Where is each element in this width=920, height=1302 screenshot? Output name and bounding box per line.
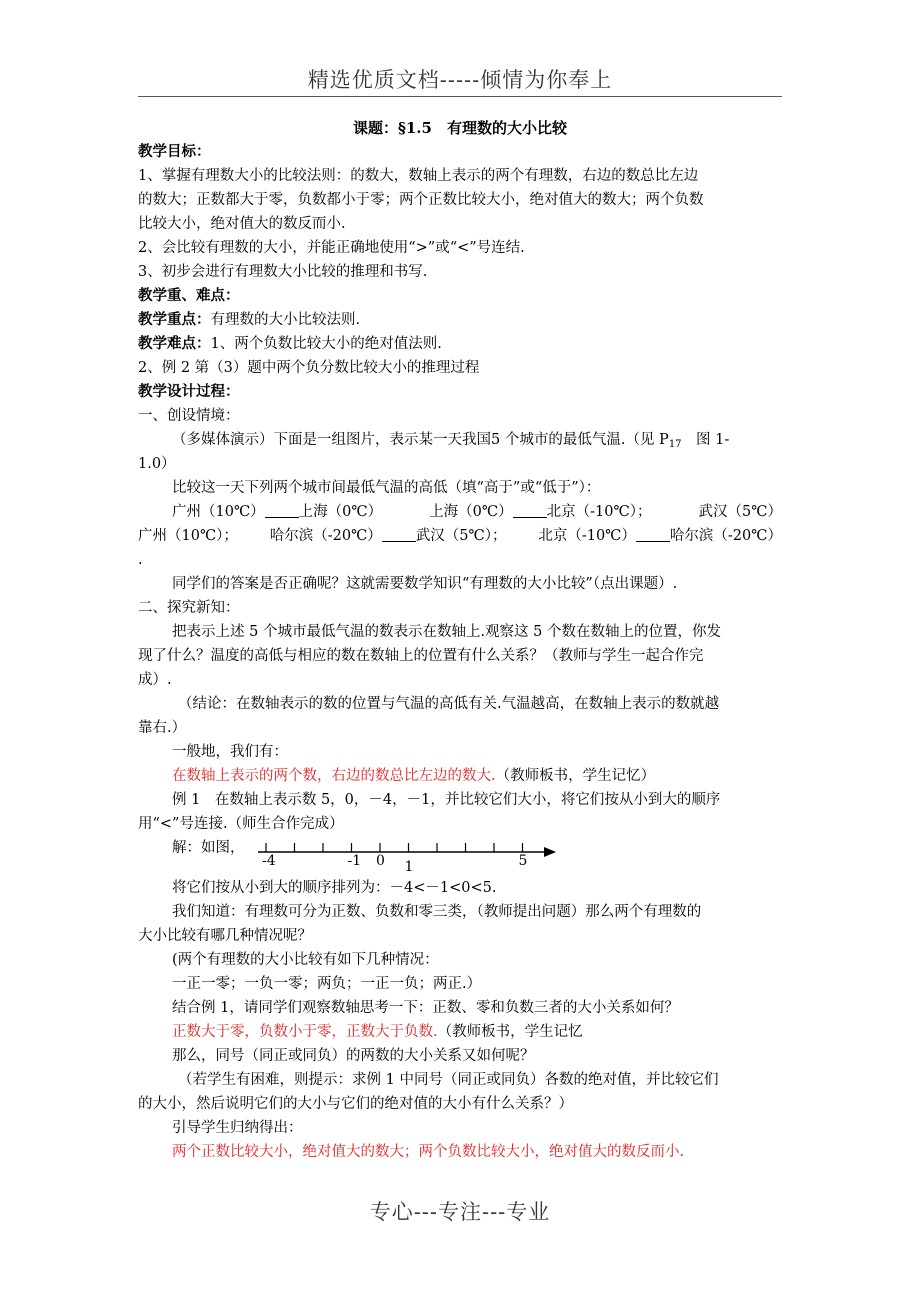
answer-blank[interactable] [265,503,299,518]
para-7 [138,764,782,788]
axis-tick-label: -4 [262,853,276,869]
solution-line [138,836,782,876]
rule-red-text: 在数轴上表示的两个数，右边的数总比左边的数大. [172,768,496,784]
compare-5-left: 北京（-10℃） [538,528,636,544]
para-5b: 靠右.） [138,720,187,736]
compare-4-left: 哈尔滨（-20℃） [269,528,382,544]
header-rule [138,96,782,97]
answer-blank[interactable] [513,503,547,518]
answer-blank[interactable] [382,527,416,542]
para-5a: （结论：在数轴表示的数的位置与气温的高低有关.气温越高，在数轴上表示的数就越 [178,696,720,712]
para-2: 比较这一天下列两个城市间最低气温的高低（填“高于”或“低于”）： [172,480,601,496]
compare-2-left: 上海（0℃） [429,504,513,520]
abs-rule-red-text: 两个正数比较大小，绝对值大的数大；两个负数比较大小，绝对值大的数反而小. [172,1144,685,1160]
goal-2: 2、会比较有理数的大小，并能正确地使用“>”或“<”号连结. [138,240,525,256]
difficult-point-label: 教学难点： [138,335,211,352]
para-10b: 大小比较有哪几种情况呢？ [138,928,312,944]
para-4c: 成）. [138,672,172,688]
sign-rule-red-text: 正数大于零，负数小于零，正数大于负数. [172,1024,438,1040]
key-point-line [138,308,782,332]
para-1a-text: （多媒体演示）下面是一组图片，表示某一天我国5 个城市的最低气温.（见 P [172,432,669,448]
compare-4-right: 武汉（5℃）； [415,528,507,544]
para-15b: 的大小，然后说明它们的大小与它们的绝对值的大小有什么关系？） [138,1096,573,1112]
compare-1 [172,500,382,524]
para-12: 结合例 1，请同学们观察数轴思考一下：正数、零和负数三者的大小关系如何？ [172,1000,679,1016]
compare-3-left: 武汉（5℃） [698,504,782,520]
para-13-tail: （教师板书，学生记忆 [437,1024,583,1040]
para-7-tail: （教师板书，学生记忆） [495,768,656,784]
goals-heading: 教学目标： [138,143,211,160]
section-1-heading: 一、创设情境： [138,408,240,424]
compare-2-right: 北京（-10℃）； [546,504,652,520]
lesson-title: 课题：§1.5 有理数的大小比较 [353,119,567,137]
axis-arrow [544,847,556,857]
difficult-point-2: 2、例 2 第（3）题中两个负分数比较大小的推理过程 [138,360,480,376]
para-4a: 把表示上述 5 个城市最低气温的数表示在数轴上.观察这 5 个数在数轴上的位置，你发 [172,624,721,640]
compare-2 [429,500,651,524]
para-11a: (两个有理数的大小比较有如下几种情况： [172,952,439,968]
axis-tick-label: 0 [376,853,385,869]
section-2-heading: 二、探究新知： [138,600,240,616]
compare-5 [538,524,782,548]
axis-tick-label: -1 [347,853,362,869]
para-6: 一般地，我们有： [172,744,288,760]
key-point-label: 教学重点： [138,311,211,328]
compare-1-left: 广州（10℃） [172,504,265,520]
example-1b: 用“<”号连接.（师生合作完成） [138,816,344,832]
compare-3-right: 广州（10℃）； [138,528,238,544]
page-footer: 专心---专注---专业 [369,1200,551,1224]
goal-3: 3、初步会进行有理数大小比较的推理和书写. [138,264,428,280]
row-end-dot: . [138,552,143,568]
document-body [138,116,782,1164]
goal-1b: 的数大；正数都大于零，负数都小于零；两个正数比较大小，绝对值大的数大；两个负数 [138,192,704,208]
para-9: 将它们按从小到大的顺序排列为：－4<－1<0<5. [172,880,497,896]
para-13 [138,1020,782,1044]
para-16: 引导学生归纳得出： [172,1120,303,1136]
page-subscript: 17 [668,439,682,450]
process-heading: 教学设计过程： [138,383,240,400]
goal-1c: 比较大小，绝对值大的数反而小. [138,216,346,232]
example-1a: 例 1 在数轴上表示数 5，0，－4，－1，并比较它们大小，将它们按从小到大的顺序 [172,792,721,808]
para-1a [138,428,782,452]
page-header: 精选优质文档-----倾情为你奉上 [307,68,613,92]
compare-1-right: 上海（0℃） [298,504,383,520]
difficult-point-text: 1、两个负数比较大小的绝对值法则. [210,336,442,352]
compare-row-2 [138,524,782,548]
para-1b: 1.0） [138,456,176,472]
key-point-text: 有理数的大小比较法则. [210,312,361,328]
difficult-point-line [138,332,782,356]
goal-1a: 1、掌握有理数大小的比较法则：的数大，数轴上表示的两个有理数，右边的数总比左边 [138,168,699,184]
axis-tick-label: 1 [404,859,414,875]
axis-tick-label: 5 [518,853,528,869]
compare-5-right: 哈尔滨（-20℃） [669,528,782,544]
solution-label: 解：如图， [172,840,245,856]
number-line [254,836,564,876]
answer-blank[interactable] [636,527,670,542]
compare-4 [270,524,507,548]
key-difficult-heading: 教学重、难点： [138,287,240,304]
para-4b: 现了什么？温度的高低与相应的数在数轴上的位置有什么关系？（教师与学生一起合作完 [138,648,704,664]
compare-row-1 [138,500,782,524]
para-1a-tail: 图 1- [681,432,730,448]
para-11b: 一正一零；一负一零；两负；一正一负；两正.） [172,976,482,992]
para-15a: （若学生有困难，则提示：求例 1 中同号（同正或同负）各数的绝对值，并比较它们 [178,1072,719,1088]
para-14: 那么，同号（同正或同负）的两数的大小关系又如何呢？ [172,1048,535,1064]
para-3: 同学们的答案是否正确呢？这就需要数学知识“有理数的大小比较”（点出课题）. [172,576,678,592]
para-10a: 我们知道：有理数可分为正数、负数和零三类，（教师提出问题）那么两个有理数的 [172,904,702,920]
